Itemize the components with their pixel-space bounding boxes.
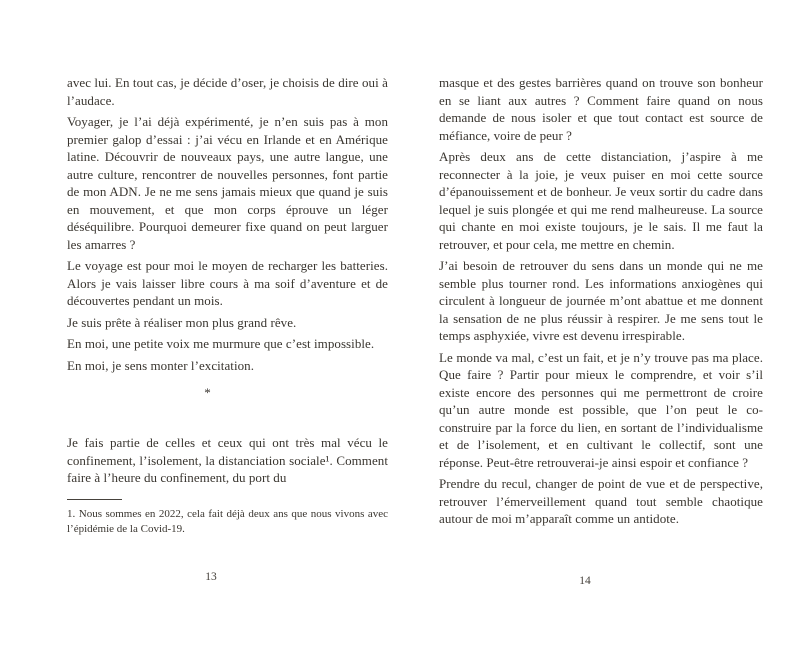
page-left-continuation bbox=[67, 434, 388, 487]
page-left-text bbox=[67, 74, 388, 374]
footnote: 1. Nous sommes en 2022, cela fait déjà deux ans que nous vivons avec l’épidémie de la Covid-19. bbox=[67, 507, 388, 535]
page-left bbox=[67, 74, 388, 537]
page-number-right: 14 bbox=[579, 575, 591, 587]
page-right-text bbox=[439, 74, 763, 528]
paragraph: En moi, je sens monter l’excitation. bbox=[67, 357, 255, 373]
page-right bbox=[439, 74, 763, 532]
paragraph: Le monde va mal, c’est un fait, et je n’y trouve pas ma place. Que faire ? Partir pour mieux le comprendre, et voir s’il existe encore des personnes qui me permettront de croire qu’un autre monde est possible, que l’on peut le co-construire par la force du lien, en sortant de l’individualisme et de l’isolement, et en cultivant le collectif, sont une réponse. Peut-être retrouverai-je ainsi espoir et confiance ? bbox=[439, 349, 763, 470]
paragraph: Voyager, je l’ai déjà expérimenté, je n’en suis pas à mon premier galop d’essai : j’ai vécu en Irlande et en Amérique latine. Découvrir de nouveaux pays, une autre langue, une autre culture, rencontrer de nouvelles personnes, font partie de mon ADN. Je ne me sens jamais mieux que quand je suis en mouvement, et que mon corps éprouve un léger déséquilibre. Pourquoi demeurer fixe quand on peut larguer les amarres ? bbox=[67, 114, 388, 252]
paragraph: Je suis prête à réaliser mon plus grand rêve. bbox=[67, 314, 297, 330]
paragraph: Prendre du recul, changer de point de vue et de perspective, retrouver l’émerveillement quand tout semble chaotique autour de moi m’apparaît comme un antidote. bbox=[439, 476, 763, 526]
paragraph: J’ai besoin de retrouver du sens dans un monde qui ne me semble plus tourner rond. Les informations anxiogènes qui circulent à longueur de journée m’ont abattue et me donnent la sensation de ne plus réussir à respirer. Je me sens tout le temps asphyxiée, vivre est devenu irrespirable. bbox=[439, 258, 763, 343]
paragraph: Je fais partie de celles et ceux qui ont très mal vécu le confinement, l’isolement, la distanciation sociale¹. Comment faire à l’heure du confinement, du port du bbox=[67, 435, 388, 485]
paragraph: avec lui. En tout cas, je décide d’oser, je choisis de dire oui à l’audace. bbox=[67, 75, 388, 108]
page-number-left: 13 bbox=[205, 571, 217, 583]
footnote-rule bbox=[67, 499, 122, 500]
paragraph: masque et des gestes barrières quand on trouve son bonheur en se liant aux autres ? Comment faire quand on nous demande de nous isoler et que tout contact est source de méfiance, voire de peur ? bbox=[439, 75, 763, 143]
paragraph: En moi, une petite voix me murmure que c’est impossible. bbox=[67, 336, 375, 351]
paragraph: Après deux ans de cette distanciation, j’aspire à me reconnecter à la joie, je veux puiser en moi cette source d’épanouissement et de bonheur. Je veux sortir du cadre dans lequel je suis plongée et qui me rend malheureuse. La source qui chante en moi existe toujours, je le sais. Il me faut la retrouver, et pour cela, me mettre en chemin. bbox=[439, 149, 763, 252]
section-separator: * bbox=[204, 385, 211, 400]
paragraph: Le voyage est pour moi le moyen de recharger les batteries. Alors je vais laisser libre cours à ma soif d’aventure et de découvertes pendant un mois. bbox=[67, 258, 388, 308]
